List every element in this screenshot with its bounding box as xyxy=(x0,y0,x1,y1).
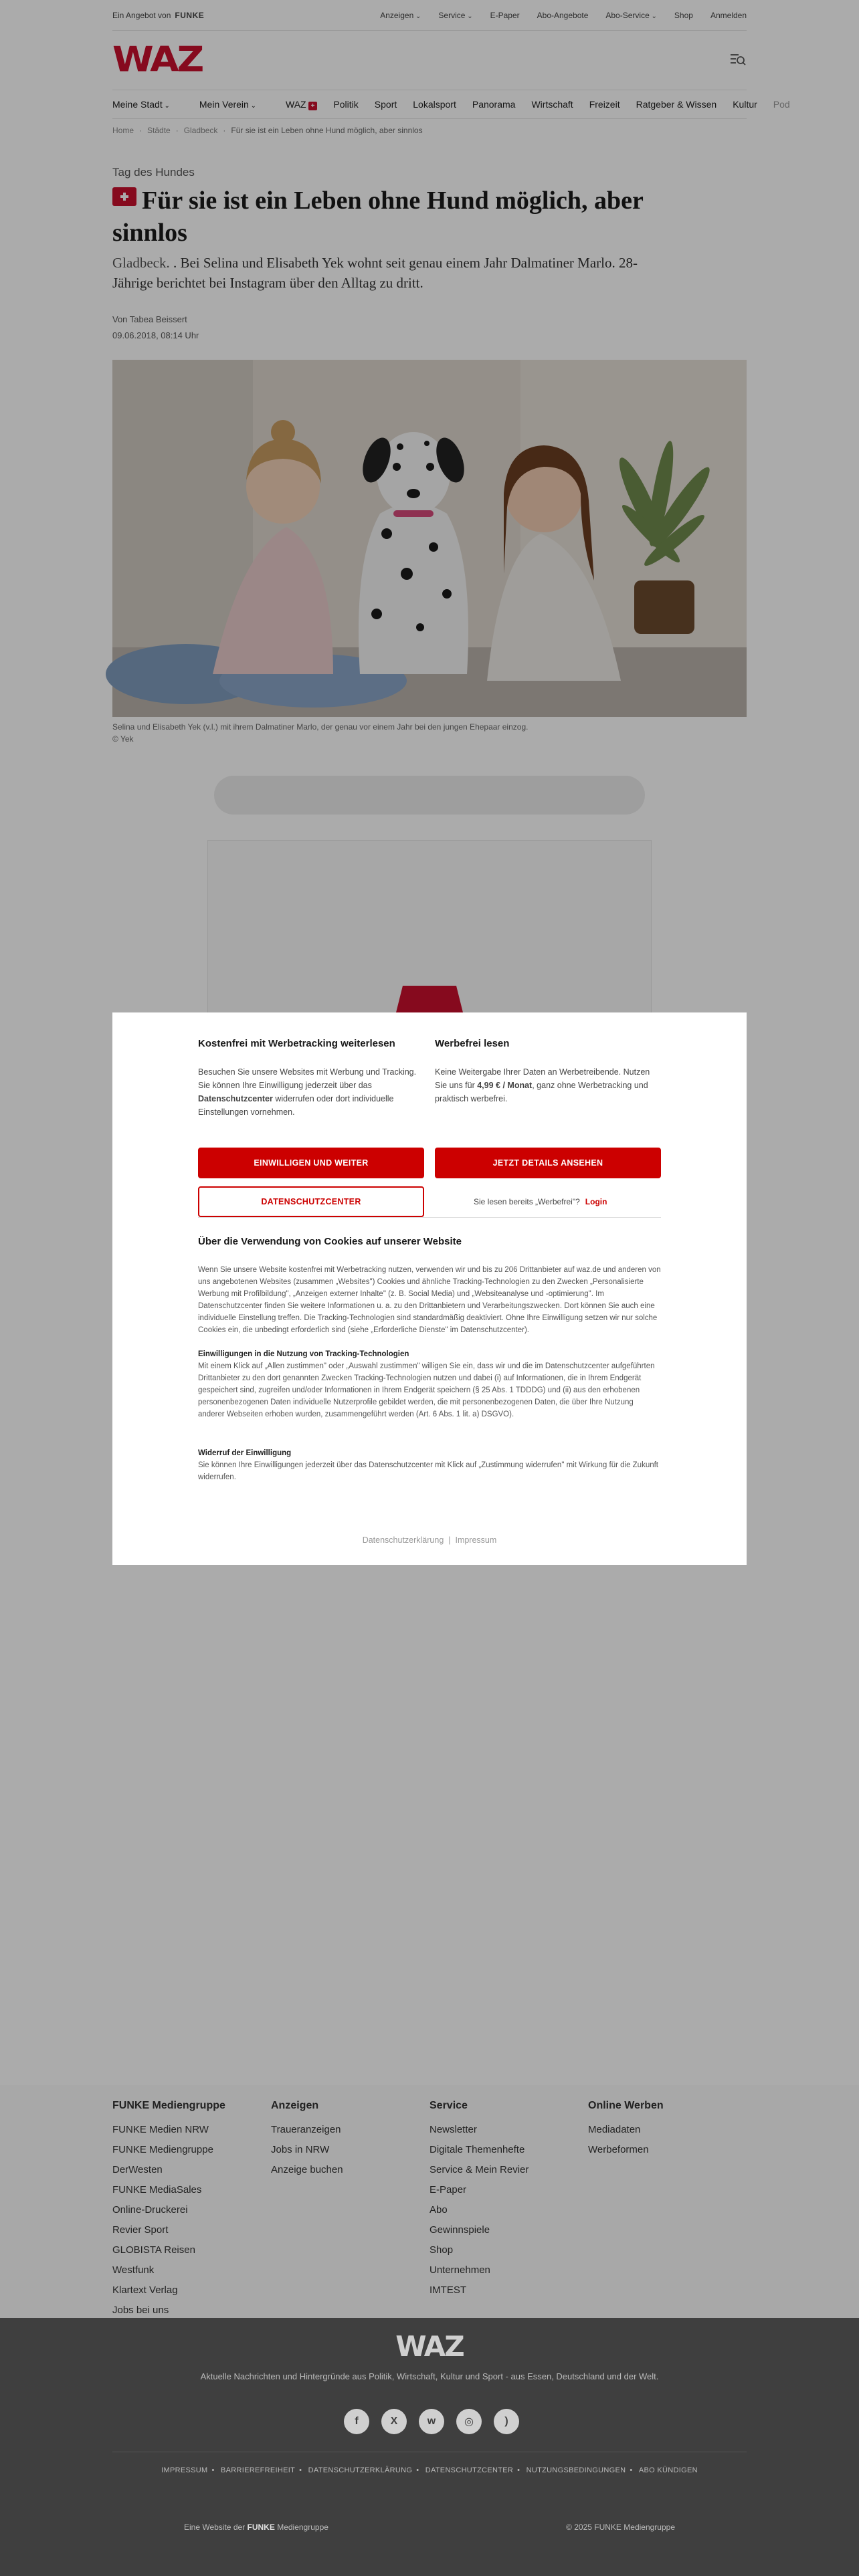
footer-link[interactable]: FUNKE Mediengruppe xyxy=(112,2144,213,2155)
site-of xyxy=(184,2523,328,2532)
footer-link[interactable]: Unternehmen xyxy=(430,2264,490,2276)
consent-adfree-text xyxy=(435,1065,661,1105)
legal-barrierefreiheit[interactable]: BARRIEREFREIHEIT xyxy=(221,2466,296,2474)
image-credit: © Yek xyxy=(112,734,134,744)
privacy-policy-link[interactable]: Datenschutzerklärung xyxy=(362,1535,444,1545)
consent-price: 4,99 € / Monat xyxy=(477,1081,533,1090)
social-links xyxy=(344,2409,519,2434)
footer-link[interactable]: Klartext Verlag xyxy=(112,2284,178,2296)
cookie-title: Über die Verwendung von Cookies auf unserer Website xyxy=(198,1236,462,1247)
nav-epaper[interactable]: E-Paper xyxy=(490,10,520,20)
footer-link[interactable]: FUNKE Medien NRW xyxy=(112,2124,209,2135)
consent-footer xyxy=(112,1535,747,1545)
footer-waz-logo[interactable]: WAZ xyxy=(395,2330,464,2363)
datenschutzcenter-link[interactable]: Datenschutzcenter xyxy=(198,1094,273,1103)
x-twitter-icon[interactable]: X xyxy=(381,2409,407,2434)
footer-col-title: Service xyxy=(430,2100,468,2111)
footer-col-title: Online Werben xyxy=(588,2100,664,2111)
consent-divider xyxy=(198,1217,661,1218)
revoke-title: Widerruf der Einwilligung xyxy=(198,1449,292,1457)
legal-nutzungsbedingungen[interactable]: NUTZUNGSBEDINGUNGEN xyxy=(526,2466,626,2474)
funke-logo[interactable]: FUNKE xyxy=(175,10,205,20)
footer-link[interactable]: DerWesten xyxy=(112,2164,163,2175)
revoke-section xyxy=(198,1447,661,1483)
breadcrumb-gladbeck[interactable]: Gladbeck xyxy=(183,126,218,135)
breadcrumb-current: Für sie ist ein Leben ohne Hund möglich, aber sinnlos xyxy=(231,126,423,135)
already-text: Sie lesen bereits „Werbefrei"? xyxy=(474,1197,580,1206)
site-of-prefix: Eine Website der xyxy=(184,2523,246,2532)
legal-links: IMPRESSUM • BARRIEREFREIHEIT • DATENSCHUTZERKLÄRUNG • DATENSCHUTZCENTER • NUTZUNGSBEDINGUNGEN • ABO KÜNDIGEN xyxy=(161,2466,698,2474)
nav-ratgeber[interactable]: Ratgeber & Wissen xyxy=(636,99,717,110)
footer-link[interactable]: GLOBISTA Reisen xyxy=(112,2244,195,2256)
footer-link[interactable]: Traueranzeigen xyxy=(271,2124,341,2135)
breadcrumb-separator: · xyxy=(223,126,226,135)
nav-sport[interactable]: Sport xyxy=(374,99,397,110)
footer-link[interactable]: Online-Druckerei xyxy=(112,2204,188,2216)
offer-prefix: Ein Angebot von xyxy=(112,10,171,20)
nav-abo-angebote[interactable]: Abo-Angebote xyxy=(537,10,589,20)
tracking-text: Mit einem Klick auf „Allen zustimmen" oder „Auswahl zustimmen" willigen Sie ein, dass wir und die im Datenschutzcenter aufgeführten Drittanbieter zu den dort genannten Zwecken Tracking-Technologien nutzen und dabei (i) auf Informationen, die in Ihrem Endgerät gespeichert sind, zugreifen und/oder Informationen in Ihrem Endgerät speichern (§ 25 Abs. 1 TDDDG) und (ii) aus den erhobenen personenbezogenen Daten individuelle Nutzerprofile gebildet werden, die mit personenbezogenen Daten, die über Ihre Nutzung anderer Webseiten erhoben wurden, zusammengeführt werden (Art. 6 Abs. 1 lit. a) DSGVO). xyxy=(198,1362,655,1418)
accept-button[interactable]: EINWILLIGEN UND WEITER xyxy=(198,1148,424,1178)
breadcrumb-home[interactable]: Home xyxy=(112,126,134,135)
legal-impressum[interactable]: IMPRESSUM xyxy=(161,2466,208,2474)
nav-panorama[interactable]: Panorama xyxy=(472,99,516,110)
nav-anmelden[interactable]: Anmelden xyxy=(710,10,747,20)
footer-links xyxy=(0,2085,859,2318)
login-link[interactable]: Login xyxy=(585,1197,607,1206)
nav-abo-service[interactable]: Abo-Service ⌄ xyxy=(605,11,657,20)
nav-lokalsport[interactable]: Lokalsport xyxy=(413,99,456,110)
breadcrumb-staedte[interactable]: Städte xyxy=(147,126,171,135)
consent-adfree-column xyxy=(435,1038,661,1105)
datenschutzcenter-button[interactable]: DATENSCHUTZCENTER xyxy=(198,1186,424,1217)
nav-kultur[interactable]: Kultur xyxy=(733,99,757,110)
nav-shop[interactable]: Shop xyxy=(674,10,693,20)
footer-col-service xyxy=(430,2092,588,2321)
cookie-paragraph-1: Wenn Sie unsere Website kostenfrei mit Werbetracking nutzen, verwenden wir und bis zu 206 Drittanbieter auf waz.de und anderen von uns angebotenen Websites (zusammen „Websites") Cookies und ähnliche Tracking-Technologien zu den Zwecken „Personalisierte Werbung mit Profilbildung", „Anzeigen externer Inhalte" (z. B. Social Media) und „Websiteanalyse und -optimierung". Im Datenschutzcenter finden Sie weitere Informationen u. a. zu den Drittanbietern und Verarbeitungszwecken. Dort können Sie auch eine individuelle Einstellung treffen. Die Tracking-Technologien sind standardmäßig deaktiviert. Ohne Ihre Einwilligung setzen wir nur solche Cookies ein, die unbedingt erforderlich sind (siehe „Erforderliche Dienste" im Datenschutzcenter). xyxy=(198,1266,661,1334)
nav-meine-stadt[interactable]: Meine Stadt ⌄ xyxy=(112,99,178,110)
footer-col-online-werben xyxy=(588,2092,747,2321)
revoke-text: Sie können Ihre Einwilligungen jederzeit über das Datenschutzcenter mit Klick auf „Zustimmung widerrufen" mit Wirkung für die Zukunft widerrufen. xyxy=(198,1461,659,1481)
legal-datenschutz[interactable]: DATENSCHUTZERKLÄRUNG xyxy=(308,2466,413,2474)
footer-link[interactable]: Newsletter xyxy=(430,2124,477,2135)
legal-datenschutzcenter[interactable]: DATENSCHUTZCENTER xyxy=(425,2466,514,2474)
consent-free-title: Kostenfrei mit Werbetracking weiterlesen xyxy=(198,1038,395,1049)
consent-free-text-2: widerrufen oder dort individuelle Einstellungen vornehmen. xyxy=(198,1094,394,1117)
tracking-section xyxy=(198,1348,661,1420)
consent-free-text-1: Besuchen Sie unsere Websites mit Werbung und Tracking. Sie können Ihre Einwilligung jederzeit über das xyxy=(198,1067,417,1090)
details-button[interactable]: JETZT DETAILS ANSEHEN xyxy=(435,1148,661,1178)
already-subscribed xyxy=(474,1197,607,1206)
copyright: © 2025 FUNKE Mediengruppe xyxy=(566,2523,675,2532)
footer-link[interactable]: Digitale Themenhefte xyxy=(430,2144,525,2155)
teaser-location: Gladbeck. xyxy=(112,255,170,271)
footer-link[interactable]: FUNKE MediaSales xyxy=(112,2184,202,2195)
nav-podcast[interactable]: Pod xyxy=(773,99,790,110)
consent-free-column xyxy=(198,1038,424,1119)
footer-link[interactable]: Anzeige buchen xyxy=(271,2164,343,2175)
footer-link[interactable]: Gewinnspiele xyxy=(430,2224,490,2236)
imprint-link[interactable]: Impressum xyxy=(455,1535,497,1545)
tracking-title: Einwilligungen in die Nutzung von Tracking-Technologien xyxy=(198,1350,409,1358)
footer-credits xyxy=(184,2523,675,2532)
nav-service[interactable]: Service ⌄ xyxy=(438,11,472,20)
consent-free-text xyxy=(198,1065,424,1119)
footer-col-title: FUNKE Mediengruppe xyxy=(112,2100,225,2111)
site-of-suffix: Mediengruppe xyxy=(277,2523,328,2532)
article-author[interactable]: Von Tabea Beissert xyxy=(112,314,187,324)
footer-separator: | xyxy=(446,1535,453,1545)
footer-tagline: Aktuelle Nachrichten und Hintergründe aus Politik, Wirtschaft, Kultur und Sport - aus Essen, Deutschland und der Welt. xyxy=(200,2371,659,2381)
footer-link[interactable]: Jobs in NRW xyxy=(271,2144,330,2155)
footer-link[interactable]: E-Paper xyxy=(430,2184,467,2195)
nav-waz-label: WAZ xyxy=(286,98,306,110)
nav-mein-verein[interactable]: Mein Verein ⌄ xyxy=(191,99,264,110)
breadcrumb-separator: · xyxy=(139,126,142,135)
legal-abo-kuendigen[interactable]: ABO KÜNDIGEN xyxy=(638,2466,698,2474)
footer-link[interactable]: Mediadaten xyxy=(588,2124,641,2135)
caption-text: Selina und Elisabeth Yek (v.l.) mit ihrem Dalmatiner Marlo, der genau vor einem Jahr bei den jungen Ehepaar einzog. xyxy=(112,722,529,732)
consent-adfree-title: Werbefrei lesen xyxy=(435,1038,510,1049)
consent-dialog xyxy=(112,1012,747,1565)
breadcrumb-separator: · xyxy=(175,126,179,135)
waz-logo[interactable]: WAZ xyxy=(112,39,203,80)
nav-politik[interactable]: Politik xyxy=(333,99,359,110)
instagram-icon[interactable]: ◎ xyxy=(456,2409,482,2434)
headline-text: Für sie ist ein Leben ohne Hund möglich, aber sinnlos xyxy=(112,187,644,247)
footer-bottom xyxy=(0,2318,859,2576)
footer-link[interactable]: Service & Mein Revier xyxy=(430,2164,529,2175)
consent-adfree-text-1: Keine Weitergabe Ihrer Daten an Werbetreibende. Nutzen Sie uns für xyxy=(435,1067,650,1090)
consent-adfree-text-2: , ganz ohne Werbetracking und praktisch werbefrei. xyxy=(435,1081,648,1103)
footer-col-title: Anzeigen xyxy=(271,2100,319,2111)
rss-icon[interactable]: ) xyxy=(494,2409,519,2434)
plus-icon: + xyxy=(308,102,318,110)
footer-col-anzeigen xyxy=(271,2092,430,2321)
footer-link[interactable]: Abo xyxy=(430,2204,448,2216)
nav-freizeit[interactable]: Freizeit xyxy=(589,99,620,110)
nav-wirtschaft[interactable]: Wirtschaft xyxy=(531,99,573,110)
article-date: 09.06.2018, 08:14 Uhr xyxy=(112,330,199,340)
teaser-text: . Bei Selina und Elisabeth Yek wohnt seit genau einem Jahr Dalmatiner Marlo. 28-Jährige berichtet bei Instagram über den Alltag zu dritt. xyxy=(112,255,638,291)
footer-link[interactable]: Revier Sport xyxy=(112,2224,169,2236)
site-of-brand: FUNKE xyxy=(247,2523,275,2532)
footer-link[interactable]: Werbeformen xyxy=(588,2144,649,2155)
footer-link[interactable]: Westfunk xyxy=(112,2264,155,2276)
footer-link[interactable]: Jobs bei uns xyxy=(112,2304,169,2316)
footer-link[interactable]: IMTEST xyxy=(430,2284,466,2296)
facebook-icon[interactable]: f xyxy=(344,2409,369,2434)
footer-col-funke xyxy=(112,2092,271,2321)
nav-anzeigen[interactable]: Anzeigen ⌄ xyxy=(380,11,421,20)
footer-link[interactable]: Shop xyxy=(430,2244,454,2256)
article-kicker: Tag des Hundes xyxy=(112,166,195,179)
whatsapp-icon[interactable]: w xyxy=(419,2409,444,2434)
